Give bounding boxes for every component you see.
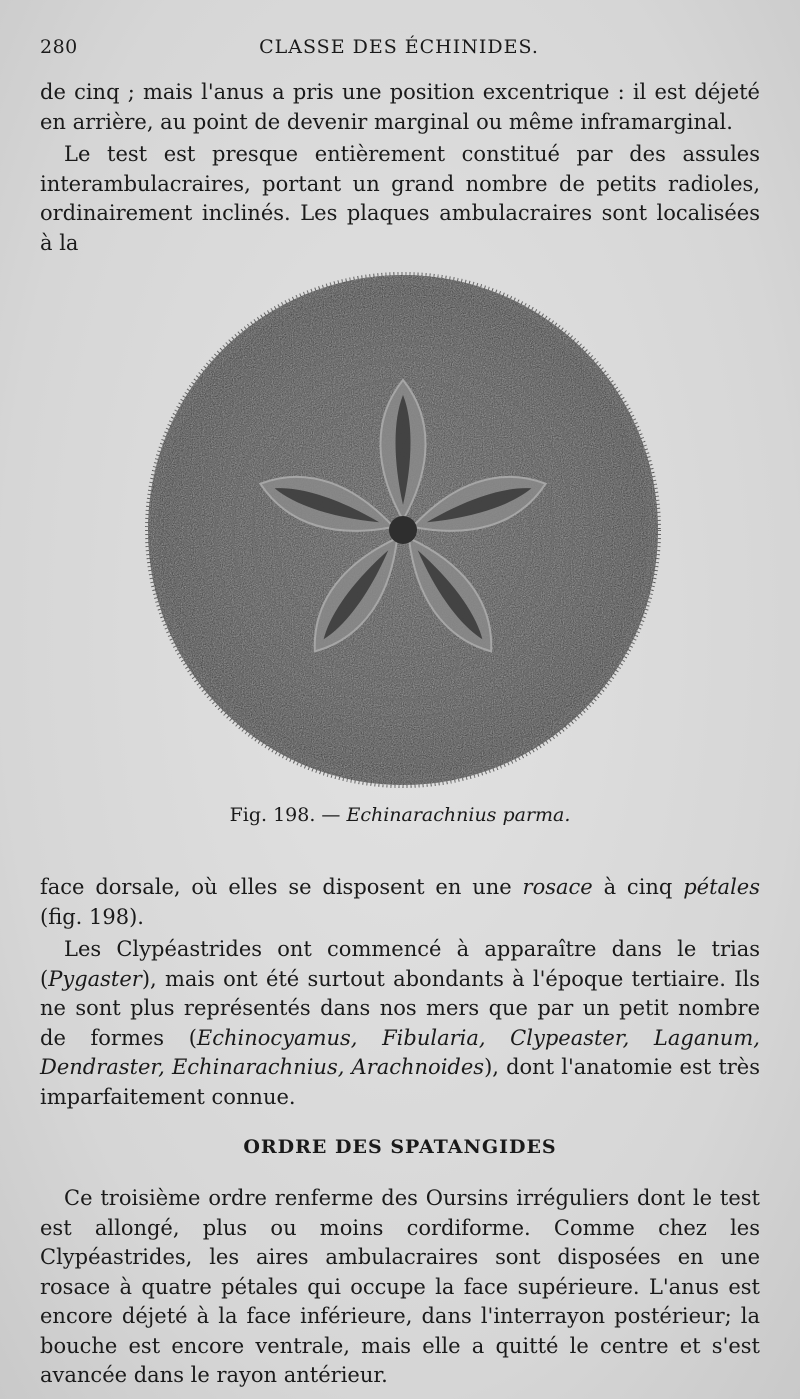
italic-term-petales: pétales (683, 875, 760, 899)
page-header (40, 36, 758, 66)
paragraph-dorsal-face (40, 873, 760, 932)
paragraph-clypeastrides (40, 935, 760, 1112)
section-title: ORDRE DES SPATANGIDES (243, 1136, 557, 1158)
text-run: ), dont l'anatomie est très imparfaitement connue. (40, 1055, 760, 1109)
italic-term-rosace: rosace (522, 875, 593, 899)
text-run: à cinq (592, 875, 684, 899)
italic-genera-list: Echinocyamus, Fibularia, Clypeaster, Laganum, Dendraster, Echinarachnius, Arachnoides (40, 1025, 760, 1079)
figure-198 (138, 262, 668, 792)
text-run: face dorsale, où elles se disposent en une (40, 875, 523, 899)
paragraph-test-description: Le test est presque entièrement constitué par des assules interambulacraires, portant un grand nombre de petits radioles, ordinairement inclinés. Les plaques ambulacraires sont localisées à la (40, 142, 760, 255)
page-number: 280 (40, 36, 78, 58)
running-title: CLASSE DES ÉCHINIDES. (259, 36, 539, 58)
text-run: ), mais ont été surtout abondants à l'époque tertiaire. Ils ne sont plus représentés dans nos mers que par un petit nombre de formes ( (40, 966, 760, 1050)
paragraph-spatangides: Ce troisième ordre renferme des Oursins irréguliers dont le test est allongé, plus ou moins cordiforme. Comme chez les Clypéastrides, les aires ambulacraires sont disposées en une rosace à quatre pétales qui occupe la face supérieure. L'anus est encore déjeté à la face inférieure, dans l'interrayon postérieur; la bouche est encore ventrale, mais elle a quitté le centre et s'est avancée dans le rayon antérieur. (40, 1186, 760, 1387)
caption-label: Fig. 198. — (229, 804, 347, 826)
text-run: Les Clypéastrides ont commencé à apparaître dans le trias ( (40, 937, 760, 991)
sand-dollar-icon (138, 262, 668, 792)
italic-genus-pygaster: Pygaster (48, 966, 142, 991)
caption-species: Echinarachnius parma. (346, 804, 571, 826)
figure-caption (40, 804, 760, 826)
paragraph-anus-position: de cinq ; mais l'anus a pris une position excentrique : il est déjeté en arrière, au point de devenir marginal ou même inframarginal. (40, 80, 760, 134)
text-run: (fig. 198). (40, 904, 144, 929)
